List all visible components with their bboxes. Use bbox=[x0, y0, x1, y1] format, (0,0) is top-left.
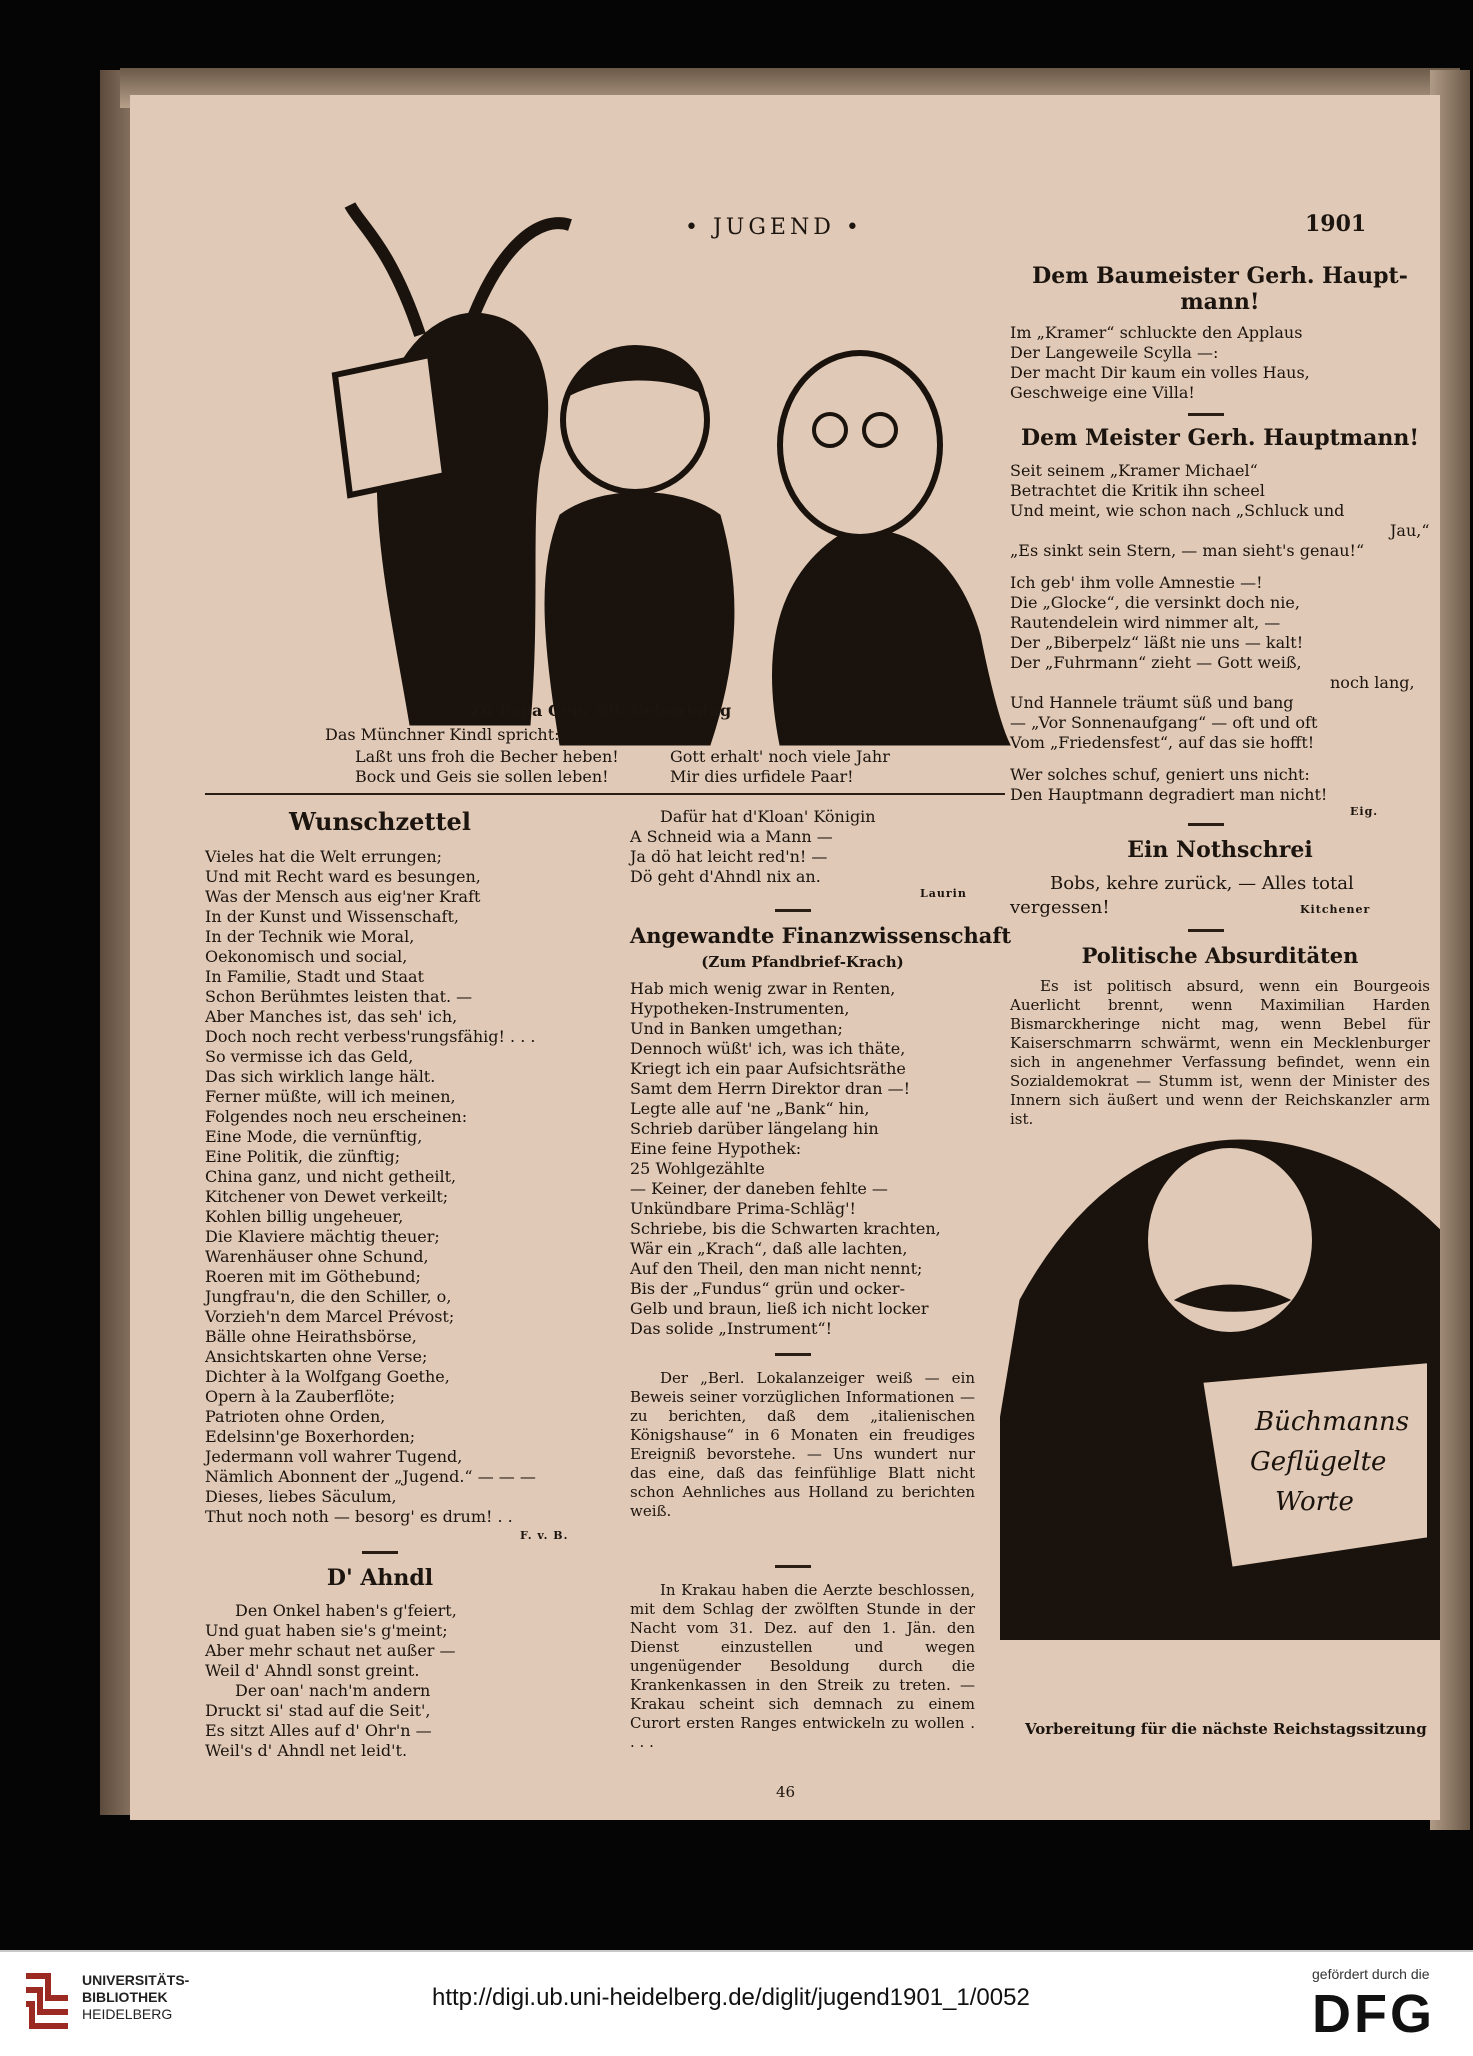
poem-line: Aber Manches ist, das seh' ich, bbox=[205, 1007, 458, 1026]
baumeister-title: Dem Baumeister Gerh. Haupt- bbox=[1032, 263, 1408, 289]
ahndl-title: D' Ahndl bbox=[326, 1565, 434, 1591]
poem-line: — Keiner, der daneben fehlte — bbox=[630, 1179, 888, 1198]
year: 1901 bbox=[1305, 211, 1367, 237]
poem-line: Eine Politik, die zünftig; bbox=[205, 1147, 401, 1166]
footer-bar bbox=[0, 1950, 1473, 2056]
poem-line: China ganz, und nicht getheilt, bbox=[205, 1167, 457, 1186]
poem-line: Folgendes noch neu erscheinen: bbox=[205, 1107, 468, 1126]
caption-verse-line: Laßt uns froh die Becher heben! bbox=[355, 747, 619, 766]
poem-line: Vom „Friedensfest“, auf das sie hofft! bbox=[1010, 733, 1315, 752]
section-dash bbox=[775, 909, 811, 912]
poem-line: Weil's d' Ahndl net leid't. bbox=[205, 1741, 408, 1760]
book-title-line: Büchmanns bbox=[1255, 1407, 1410, 1437]
artist-signature: Arpad Schmidhammer bbox=[835, 685, 972, 699]
poem-line: Patrioten ohne Orden, bbox=[205, 1407, 386, 1426]
dfg-logo: DFG bbox=[1312, 1984, 1435, 2044]
poem-line: Hypotheken-Instrumenten, bbox=[630, 999, 850, 1018]
chancellor-caption: Vorbereitung für die nächste Reichstagssitzung bbox=[1025, 1720, 1427, 1738]
poem-line: Es sitzt Alles auf d' Ohr'n — bbox=[205, 1721, 432, 1740]
footer-divider bbox=[0, 1950, 1473, 1952]
poem-line: Im „Kramer“ schluckte den Applaus bbox=[1010, 323, 1303, 342]
finanz-subtitle: (Zum Pfandbrief-Krach) bbox=[701, 953, 904, 971]
section-dash bbox=[1188, 823, 1224, 826]
poem-line: Den Hauptmann degradiert man nicht! bbox=[1010, 785, 1328, 804]
poem-line: Der „Fuhrmann“ zieht — Gott weiß, bbox=[1010, 653, 1302, 672]
poem-line: Dichter à la Wolfgang Goethe, bbox=[205, 1367, 450, 1386]
section-divider bbox=[205, 793, 1005, 795]
poem-line: Eine feine Hypothek: bbox=[630, 1139, 802, 1158]
caption-verse-line: Mir dies urfidele Paar! bbox=[670, 767, 854, 786]
illustration-caption: Zu Papa Geis' 60. Geburtstag bbox=[470, 701, 732, 720]
permalink-url[interactable]: http://digi.ub.uni-heidelberg.de/diglit/jugend1901_1/0052 bbox=[432, 1984, 1030, 2011]
poem-line: noch lang, bbox=[1330, 673, 1415, 692]
poem-line: Aber mehr schaut net außer — bbox=[205, 1641, 456, 1660]
poem-line: Dennoch wüßt' ich, was ich thäte, bbox=[630, 1039, 906, 1058]
poem-line: Das sich wirklich lange hält. bbox=[205, 1067, 436, 1086]
poem-line: A Schneid wia a Mann — bbox=[630, 827, 833, 846]
poem-line: Bälle ohne Heirathsbörse, bbox=[205, 1327, 417, 1346]
poem-line: Jungfrau'n, die den Schiller, o, bbox=[205, 1287, 452, 1306]
poem-line: Doch noch recht verbess'rungsfähig! . . . bbox=[205, 1027, 536, 1046]
poem-line: In Familie, Stadt und Staat bbox=[205, 967, 424, 986]
poem-line: Hab mich wenig zwar in Renten, bbox=[630, 979, 896, 998]
nothschrei-title: Ein Nothschrei bbox=[1127, 837, 1313, 863]
library-name-line: HEIDELBERG bbox=[82, 2006, 173, 2022]
lokalanzeiger-note: Der „Berl. Lokalanzeiger weiß — ein Beweis seiner vorzüglichen Informationen — zu berichten, daß dem „italienischen Königshause“ in 6 Monaten ein freudiges Ereigniß bevorstehe. — Uns wundert nur das eine, daß das feinfühlige Blatt nicht schon Aehnliches aus Holland zu berichten weiß. bbox=[630, 1369, 975, 1520]
poem-line: Auf den Theil, den man nicht nennt; bbox=[630, 1259, 923, 1278]
poem-line: — „Vor Sonnenaufgang“ — oft und oft bbox=[1010, 713, 1318, 732]
page-number: 46 bbox=[776, 1783, 796, 1801]
poem-line: Und Hannele träumt süß und bang bbox=[1010, 693, 1294, 712]
poem-line: Weil d' Ahndl sonst greint. bbox=[205, 1661, 420, 1680]
krakau-note: In Krakau haben die Aerzte beschlossen, mit dem Schlag der zwölften Stunde in der Nacht vom 31. Dez. auf den 1. Jän. den Dienst einzustellen und wegen ungenügender Besoldung durch die Krankenkassen in den Streik zu treten. — Krakau scheint sich demnach zu einem Curort ersten Ranges entwickeln zu wollen . . . . bbox=[630, 1581, 975, 1751]
poem-line: Und guat haben sie's g'meint; bbox=[205, 1621, 448, 1640]
poem-line: Dö geht d'Ahndl nix an. bbox=[630, 867, 821, 886]
running-head: • JUGEND • bbox=[685, 215, 863, 240]
section-dash bbox=[362, 1551, 398, 1554]
poem-line: Gelb und braun, ließ ich nicht locker bbox=[630, 1299, 929, 1318]
caption-verse-line: Gott erhalt' noch viele Jahr bbox=[670, 747, 890, 766]
poem-line: Seit seinem „Kramer Michael“ bbox=[1010, 461, 1258, 480]
section-dash bbox=[775, 1353, 811, 1356]
poem-line: Schrieb darüber längelang hin bbox=[630, 1119, 879, 1138]
poem-line: Schriebe, bis die Schwarten krachten, bbox=[630, 1219, 941, 1238]
poem-line: Ich geb' ihm volle Amnestie —! bbox=[1010, 573, 1263, 592]
poem-line: vergessen! bbox=[1010, 897, 1110, 918]
poem-line: Schon Berühmtes leisten that. — bbox=[205, 987, 473, 1006]
section-dash bbox=[775, 1565, 811, 1568]
poem-line: Kohlen billig ungeheuer, bbox=[205, 1207, 404, 1226]
poem-line: Kriegt ich ein paar Aufsichtsräthe bbox=[630, 1059, 906, 1078]
poem-line: Ansichtskarten ohne Verse; bbox=[205, 1347, 428, 1366]
poem-line: Rautendelein wird nimmer alt, — bbox=[1010, 613, 1281, 632]
poem-line: Den Onkel haben's g'feiert, bbox=[235, 1601, 457, 1620]
poem-line: 25 Wohlgezählte bbox=[630, 1159, 765, 1178]
caricature-illustration bbox=[240, 185, 1110, 785]
nothschrei-signature: Kitchener bbox=[1300, 903, 1371, 916]
ahndl-signature: Laurin bbox=[920, 887, 967, 900]
wunschzettel-signature: F. v. B. bbox=[520, 1529, 569, 1542]
poem-line: Der Langeweile Scylla —: bbox=[1010, 343, 1219, 362]
book-title-line: Worte bbox=[1275, 1487, 1354, 1517]
poem-line: „Es sinkt sein Stern, — man sieht's genau!“ bbox=[1010, 541, 1365, 560]
poem-line: Vorzieh'n dem Marcel Prévost; bbox=[205, 1307, 455, 1326]
poem-line: Betrachtet die Kritik ihn scheel bbox=[1010, 481, 1265, 500]
poem-line: Opern à la Zauberflöte; bbox=[205, 1387, 396, 1406]
magazine-page bbox=[130, 95, 1440, 1820]
meister-title: Dem Meister Gerh. Hauptmann! bbox=[1021, 425, 1419, 451]
poem-line: Wär ein „Krach“, daß alle lachten, bbox=[630, 1239, 908, 1258]
library-name-line: UNIVERSITÄTS- bbox=[82, 1972, 190, 1988]
caption-verse-line: Bock und Geis sie sollen leben! bbox=[355, 767, 609, 786]
poem-line: Der macht Dir kaum ein volles Haus, bbox=[1010, 363, 1310, 382]
poem-line: Warenhäuser ohne Schund, bbox=[205, 1247, 429, 1266]
finanz-title: Angewandte Finanzwissenschaft bbox=[630, 923, 1012, 948]
absurditaeten-title: Politische Absurditäten bbox=[1081, 943, 1359, 968]
library-name-line: BIBLIOTHEK bbox=[82, 1989, 168, 2005]
poem-line: Ferner müßte, will ich meinen, bbox=[205, 1087, 456, 1106]
poem-line: Bis der „Fundus“ grün und ocker- bbox=[630, 1279, 905, 1298]
funding-text: gefördert durch die bbox=[1312, 1966, 1430, 1982]
poem-line: Was der Mensch aus eig'ner Kraft bbox=[205, 887, 481, 906]
poem-line: In der Technik wie Moral, bbox=[205, 927, 415, 946]
beer-mug bbox=[335, 355, 445, 495]
poem-line: Dafür hat d'Kloan' Königin bbox=[660, 807, 876, 826]
poem-line: In der Kunst und Wissenschaft, bbox=[205, 907, 459, 926]
poem-line: Wer solches schuf, geniert uns nicht: bbox=[1010, 765, 1310, 784]
university-library-logo-icon bbox=[18, 1968, 76, 2038]
poem-line: Jau,“ bbox=[1390, 521, 1430, 540]
chancellor-caricature bbox=[1000, 1100, 1440, 1640]
poem-line: Kitchener von Dewet verkeilt; bbox=[205, 1187, 449, 1206]
poem-line: Nämlich Abonnent der „Jugend.“ — — — bbox=[205, 1467, 536, 1486]
poem-line: Druckt si' stad auf die Seit', bbox=[205, 1701, 431, 1720]
poem-line: Vieles hat die Welt errungen; bbox=[205, 847, 443, 866]
poem-line: Samt dem Herrn Direktor dran —! bbox=[630, 1079, 911, 1098]
absurditaeten-text: Es ist politisch absurd, wenn ein Bourgeois Auerlicht brennt, wenn Maximilian Harden Bismarckheringe nicht mag, wenn Bebel für Kaiserschmarrn schwärmt, wenn ein Mecklenburger sich in angenehmer Verfassung befindet, wenn ein Sozialdemokrat — Stumm ist, wenn der Minister des Innern sich äußert und wenn der Reichskanzler arm ist. bbox=[1010, 977, 1430, 1128]
bald-man-head bbox=[780, 353, 940, 537]
book-title-line: Geflügelte bbox=[1250, 1447, 1387, 1477]
poem-line: So vermisse ich das Geld, bbox=[205, 1047, 414, 1066]
poem-line: Der „Biberpelz“ läßt nie uns — kalt! bbox=[1010, 633, 1304, 652]
poem-line: Die Klaviere mächtig theuer; bbox=[205, 1227, 440, 1246]
poem-line: Geschweige eine Villa! bbox=[1010, 383, 1195, 402]
caption-intro: Das Münchner Kindl spricht: bbox=[325, 725, 560, 744]
poem-line: Jedermann voll wahrer Tugend, bbox=[205, 1447, 463, 1466]
poem-line: Ja dö hat leicht red'n! — bbox=[630, 847, 828, 866]
poem-line: Legte alle auf 'ne „Bank“ hin, bbox=[630, 1099, 870, 1118]
poem-line: Roeren mit im Göthebund; bbox=[205, 1267, 421, 1286]
poem-line: Unkündbare Prima-Schläg'! bbox=[630, 1199, 856, 1218]
poem-line: Dieses, liebes Säculum, bbox=[205, 1487, 397, 1506]
poem-line: Und mit Recht ward es besungen, bbox=[205, 867, 481, 886]
wunschzettel-title: Wunschzettel bbox=[289, 807, 471, 836]
poem-line: Bobs, kehre zurück, — Alles total bbox=[1050, 873, 1354, 894]
meister-signature: Eig. bbox=[1350, 805, 1379, 818]
section-dash bbox=[1188, 929, 1224, 932]
poem-line: Oekonomisch und social, bbox=[205, 947, 408, 966]
poem-line: Das solide „Instrument“! bbox=[630, 1319, 833, 1338]
baumeister-title: mann! bbox=[1180, 289, 1260, 315]
poem-line: Thut noch noth — besorg' es drum! . . bbox=[205, 1507, 513, 1526]
poem-line: Edelsinn'ge Boxerhorden; bbox=[205, 1427, 416, 1446]
poem-line: Der oan' nach'm andern bbox=[235, 1681, 431, 1700]
poem-line: Die „Glocke“, die versinkt doch nie, bbox=[1010, 593, 1300, 612]
poem-line: Und meint, wie schon nach „Schluck und bbox=[1010, 501, 1345, 520]
bald-man-figure bbox=[773, 531, 1011, 745]
poem-line: Und in Banken umgethan; bbox=[630, 1019, 843, 1038]
poem-line: Eine Mode, die vernünftig, bbox=[205, 1127, 423, 1146]
section-dash bbox=[1188, 413, 1224, 416]
